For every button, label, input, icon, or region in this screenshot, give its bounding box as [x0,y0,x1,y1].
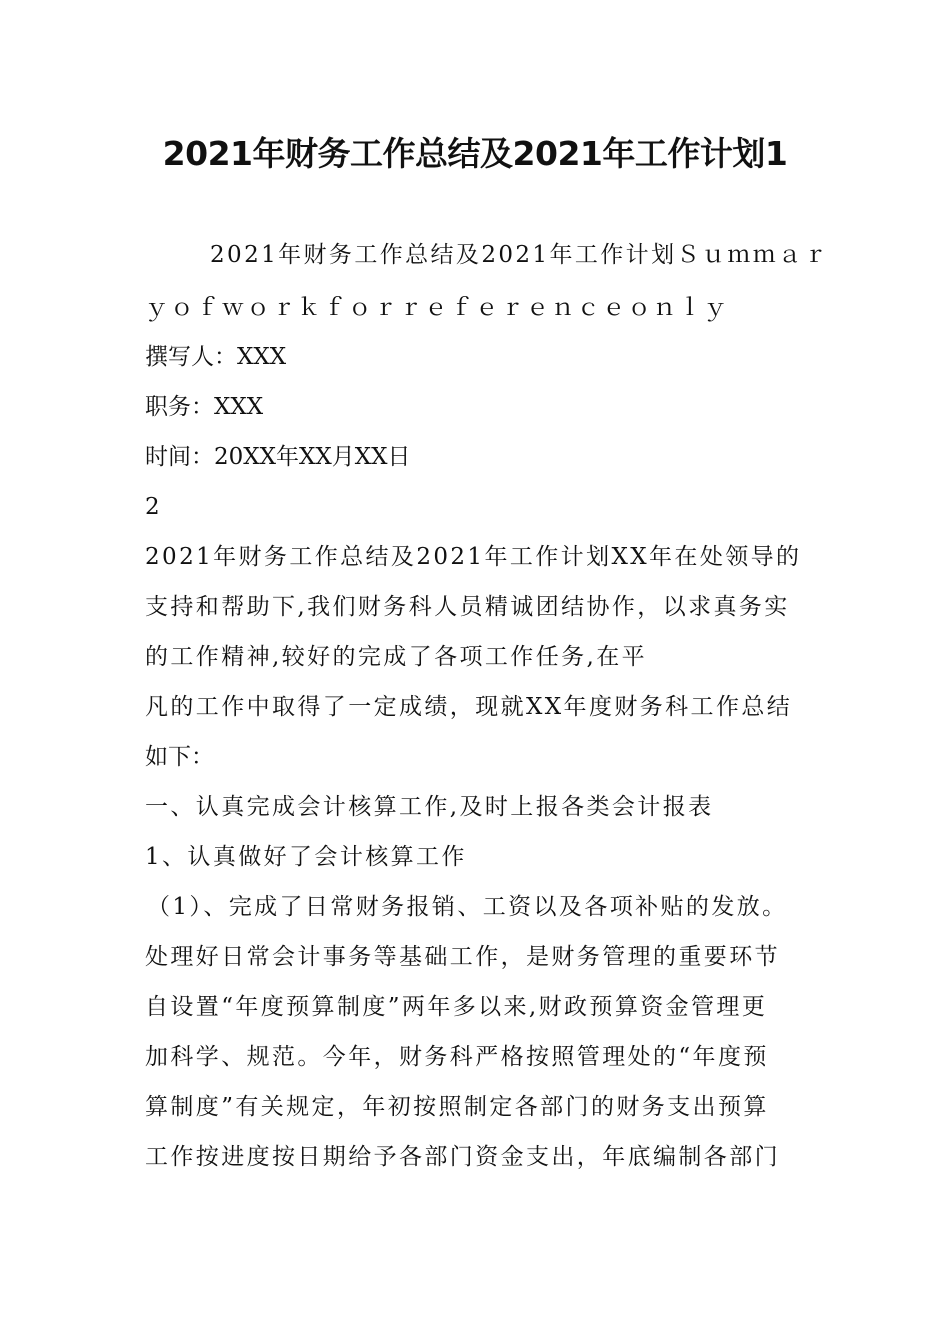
body-line-7: 自设置“年度预算制度”两年多以来,财政预算资金管理更 [145,994,768,1020]
item-line-1: （1）、完成了日常财务报销、工资以及各项补贴的发放。 [147,894,788,920]
position-line: 职务：XXX [145,394,264,420]
body-line-4: 凡的工作中取得了一定成绩，现就XX年度财务科工作总结 [145,694,793,720]
body-line-5: 如下： [145,744,214,770]
body-line-9: 算制度”有关规定，年初按照制定各部门的财务支出预算 [145,1094,769,1120]
subsection-heading-1: 1、认真做好了会计核算工作 [145,844,467,870]
body-line-2: 支持和帮助下,我们财务科人员精诚团结协作，以求真务实 [145,594,790,620]
page-number-line: 2 [145,494,160,520]
author-line: 撰写人：XXX [145,344,287,370]
body-line-6: 处理好日常会计事务等基础工作，是财务管理的重要环节 [145,944,780,970]
intro-line-1: 2021年财务工作总结及2021年工作计划Ｓｕｍｍａｒ [210,242,829,268]
body-line-1: 2021年财务工作总结及2021年工作计划XX年在处领导的 [145,544,802,570]
body-line-10: 工作按进度按日期给予各部门资金支出，年底编制各部门 [145,1144,780,1170]
body-line-3: 的工作精神,较好的完成了各项工作任务,在平 [145,644,648,670]
intro-line-2: ｙｏｆｗｏｒｋｆｏｒｒｅｆｅｒｅｎｃｅｏｎｌｙ [145,295,730,321]
date-line: 时间：20XX年XX月XX日 [145,444,411,470]
document-title: 2021年财务工作总结及2021年工作计划1 [162,134,788,173]
body-line-8: 加科学、规范。今年，财务科严格按照管理处的“年度预 [145,1044,769,1070]
section-heading-1: 一、认真完成会计核算工作,及时上报各类会计报表 [145,794,714,820]
